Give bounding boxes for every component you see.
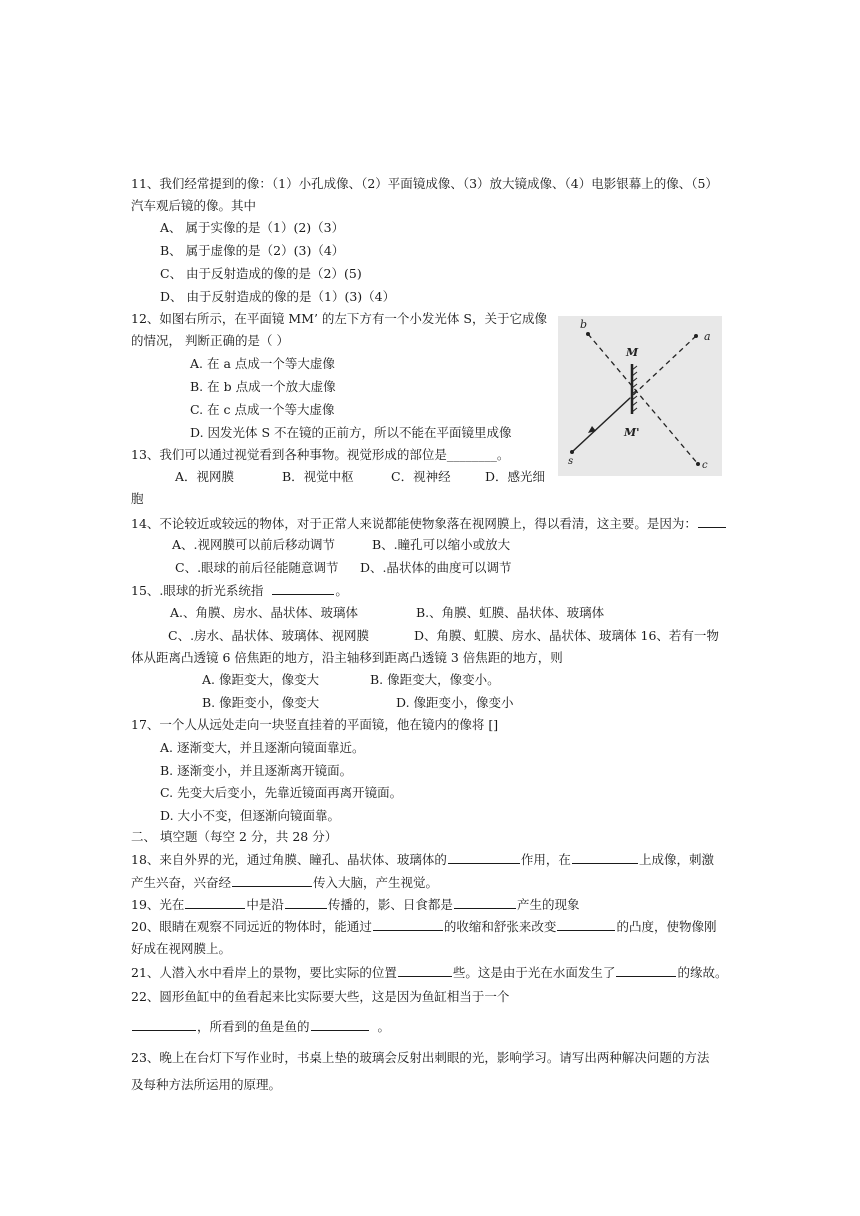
q16-option-b: B. 像距变大，像变小。: [370, 672, 500, 687]
q17-option-c: C. 先变大后变小，先靠近镜面再离开镜面。: [160, 785, 403, 800]
q18-text-5: 传入大脑，产生视觉。: [313, 875, 439, 890]
q21-line1: [131, 964, 727, 981]
q11-option-a: A、 属于实像的是（1）(2)（3）: [160, 220, 345, 235]
q13-wrap: 胞: [131, 491, 144, 506]
q12-option-c: C. 在 c 点成一个等大虚像: [190, 402, 335, 417]
q18-text-3: 上成像，刺激: [638, 852, 714, 867]
q14-text-line1: [131, 515, 727, 532]
q15-option-a: A.、角膜、房水、晶状体、玻璃体: [170, 605, 359, 620]
ray-arrow-icon: [588, 426, 596, 433]
q15-period: 。: [335, 583, 348, 598]
q15-option-d: D、角膜、虹膜、房水、晶状体、玻璃体 16、若有一物: [414, 628, 719, 643]
q14-option-c: C、.眼球的前后径能随意调节: [175, 560, 339, 575]
q20-text-3: 的凸度，使物像刚: [616, 919, 717, 934]
section-2-heading: 二、 填空题（每空 2 分，共 28 分）: [131, 829, 338, 844]
label-s: s: [568, 456, 574, 467]
q20-blank-1: [373, 918, 443, 931]
q18-blank-1: [448, 851, 520, 864]
incident-ray: [572, 398, 630, 452]
q13-text-line1: 13、我们可以通过视觉看到各种事物。视觉形成的部位是________。: [131, 447, 510, 462]
q17-option-d: D. 大小不变，但逐渐向镜面靠。: [160, 808, 341, 823]
point-b: [586, 332, 590, 336]
q11-option-b: B、 属于虚像的是（2）(3)（4）: [160, 243, 345, 258]
q15-text-line1: [131, 582, 348, 599]
q22-text-1: ，所看到的鱼是鱼的: [197, 1019, 310, 1034]
q16-option-a: A. 像距变大，像变大: [202, 672, 319, 687]
q18-line1: [131, 851, 714, 868]
label-m-prime: M': [624, 426, 640, 439]
q11-text-line2: 汽车观后镜的像。其中: [131, 198, 257, 213]
q12-option-a: A. 在 a 点成一个等大虚像: [190, 356, 335, 371]
q16-text-line1: 体从距离凸透镜 6 倍焦距的地方，沿主轴移到距离凸透镜 3 倍焦距的地方，则: [131, 650, 563, 665]
q23-line2: 及每种方法所运用的原理。: [131, 1077, 282, 1092]
q20-line2: 好成在视网膜上。: [131, 941, 232, 956]
point-a: [694, 334, 698, 338]
q19-line1: [131, 896, 579, 913]
q11-option-d: D、 由于反射造成的像的是（1）(3)（4）: [160, 289, 396, 304]
q23-line1: 23、晚上在台灯下写作业时，书桌上垫的玻璃会反射出刺眼的光，影响学习。请写出两种解决问题的方法: [131, 1050, 710, 1065]
q12-text-line1: 12、如图右所示，在平面镜 MM’ 的左下方有一个小发光体 S，关于它成像: [131, 311, 547, 326]
q15-blank: [272, 582, 334, 595]
q19-text-2: 中是沿: [246, 897, 284, 912]
q22-text-2: 。: [377, 1019, 391, 1034]
q21-text-1: 21、人潜入水中看岸上的景物，要比实际的位置: [131, 965, 397, 980]
q20-text-1: 20、眼睛在观察不同远近的物体时，能通过: [131, 919, 372, 934]
label-c: c: [702, 460, 708, 471]
q18-blank-2: [572, 851, 638, 864]
q15-option-b: B.、角膜、虹膜、晶状体、玻璃体: [416, 605, 605, 620]
q18-line2: [131, 874, 438, 891]
q17-option-a: A. 逐渐变大，并且逐渐向镜面靠近。: [160, 740, 365, 755]
q22-line1: 22、圆形鱼缸中的鱼看起来比实际要大些，这是因为鱼缸相当于一个: [131, 989, 510, 1004]
label-b: b: [580, 318, 588, 331]
q19-blank-1: [185, 896, 245, 909]
q19-text-1: 19、光在: [131, 897, 185, 912]
q16-option-c: B. 像距变小，像变大: [202, 695, 320, 710]
q21-text-3: 的缘故。: [677, 965, 728, 980]
q13-option-c: C．视神经: [391, 469, 451, 484]
q18-text-4: 产生兴奋，兴奋经: [131, 875, 232, 890]
q19-blank-3: [454, 896, 516, 909]
q21-blank-2: [616, 964, 676, 977]
q22-blank-1: [132, 1018, 196, 1031]
q22-blank-2: [311, 1018, 369, 1031]
q14-option-b: B、.瞳孔可以缩小或放大: [372, 537, 511, 552]
q11-option-c: C、 由于反射造成的像的是（2）(5): [160, 266, 362, 281]
label-a: a: [704, 330, 711, 343]
point-s: [570, 450, 574, 454]
q13-option-d: D．感光细: [485, 469, 546, 484]
q16-option-d: D. 像距变小，像变小: [396, 695, 514, 710]
q22-line2: [131, 1018, 390, 1035]
q20-line1: [131, 918, 716, 935]
q18-blank-3: [232, 874, 312, 887]
q14-option-a: A、.视网膜可以前后移动调节: [172, 537, 336, 552]
q14-blank: [698, 515, 726, 528]
q13-option-b: B．视觉中枢: [282, 469, 354, 484]
q19-blank-2: [285, 896, 327, 909]
q12-option-b: B. 在 b 点成一个放大虚像: [190, 379, 336, 394]
mirror-diagram: [558, 316, 722, 476]
q12-text-line2: 的情况， 判断正确的是（ ）: [131, 333, 289, 348]
q20-text-2: 的收缩和舒张来改变: [443, 919, 557, 934]
q14-option-d: D、.晶状体的曲度可以调节: [360, 560, 512, 575]
q19-text-3: 传播的，影、日食都是: [327, 897, 453, 912]
mirror-figure: [558, 316, 722, 476]
q14-question: 14、不论较近或较远的物体，对于正常人来说都能使物象落在视网膜上，得以看清，这主要。是因为: [131, 516, 685, 531]
q17-option-b: B. 逐渐变小，并且逐渐离开镜面。: [160, 763, 353, 778]
q13-option-a: A．视网膜: [175, 469, 235, 484]
label-m: M: [626, 346, 639, 359]
q14-colon: ：: [684, 516, 697, 531]
q20-blank-2: [557, 918, 615, 931]
q12-option-d: D. 因发光体 S 不在镜的正前方，所以不能在平面镜里成像: [190, 425, 512, 440]
dashed-line-a: [630, 336, 696, 398]
q18-text-1: 18、来自外界的光，通过角膜、瞳孔、晶状体、玻璃体的: [131, 852, 447, 867]
q15-question: 15、.眼球的折光系统指: [131, 583, 264, 598]
dashed-line-b-c: [588, 334, 698, 464]
point-c: [696, 462, 700, 466]
q21-blank-1: [398, 964, 452, 977]
q21-text-2: 些。这是由于光在水面发生了: [452, 965, 616, 980]
q19-text-4: 产生的现象: [516, 897, 580, 912]
q17-text-line1: 17、一个人从远处走向一块竖直挂着的平面镜，他在镜内的像将 []: [131, 717, 499, 732]
q11-text-line1: 11、我们经常提到的像：（1）小孔成像、（2）平面镜成像、（3）放大镜成像、（4）电影银幕上的像、（5）: [131, 176, 718, 191]
q15-option-c: C、.房水、晶状体、玻璃体、视网膜: [168, 628, 370, 643]
q18-text-2: 作用，在: [520, 852, 571, 867]
